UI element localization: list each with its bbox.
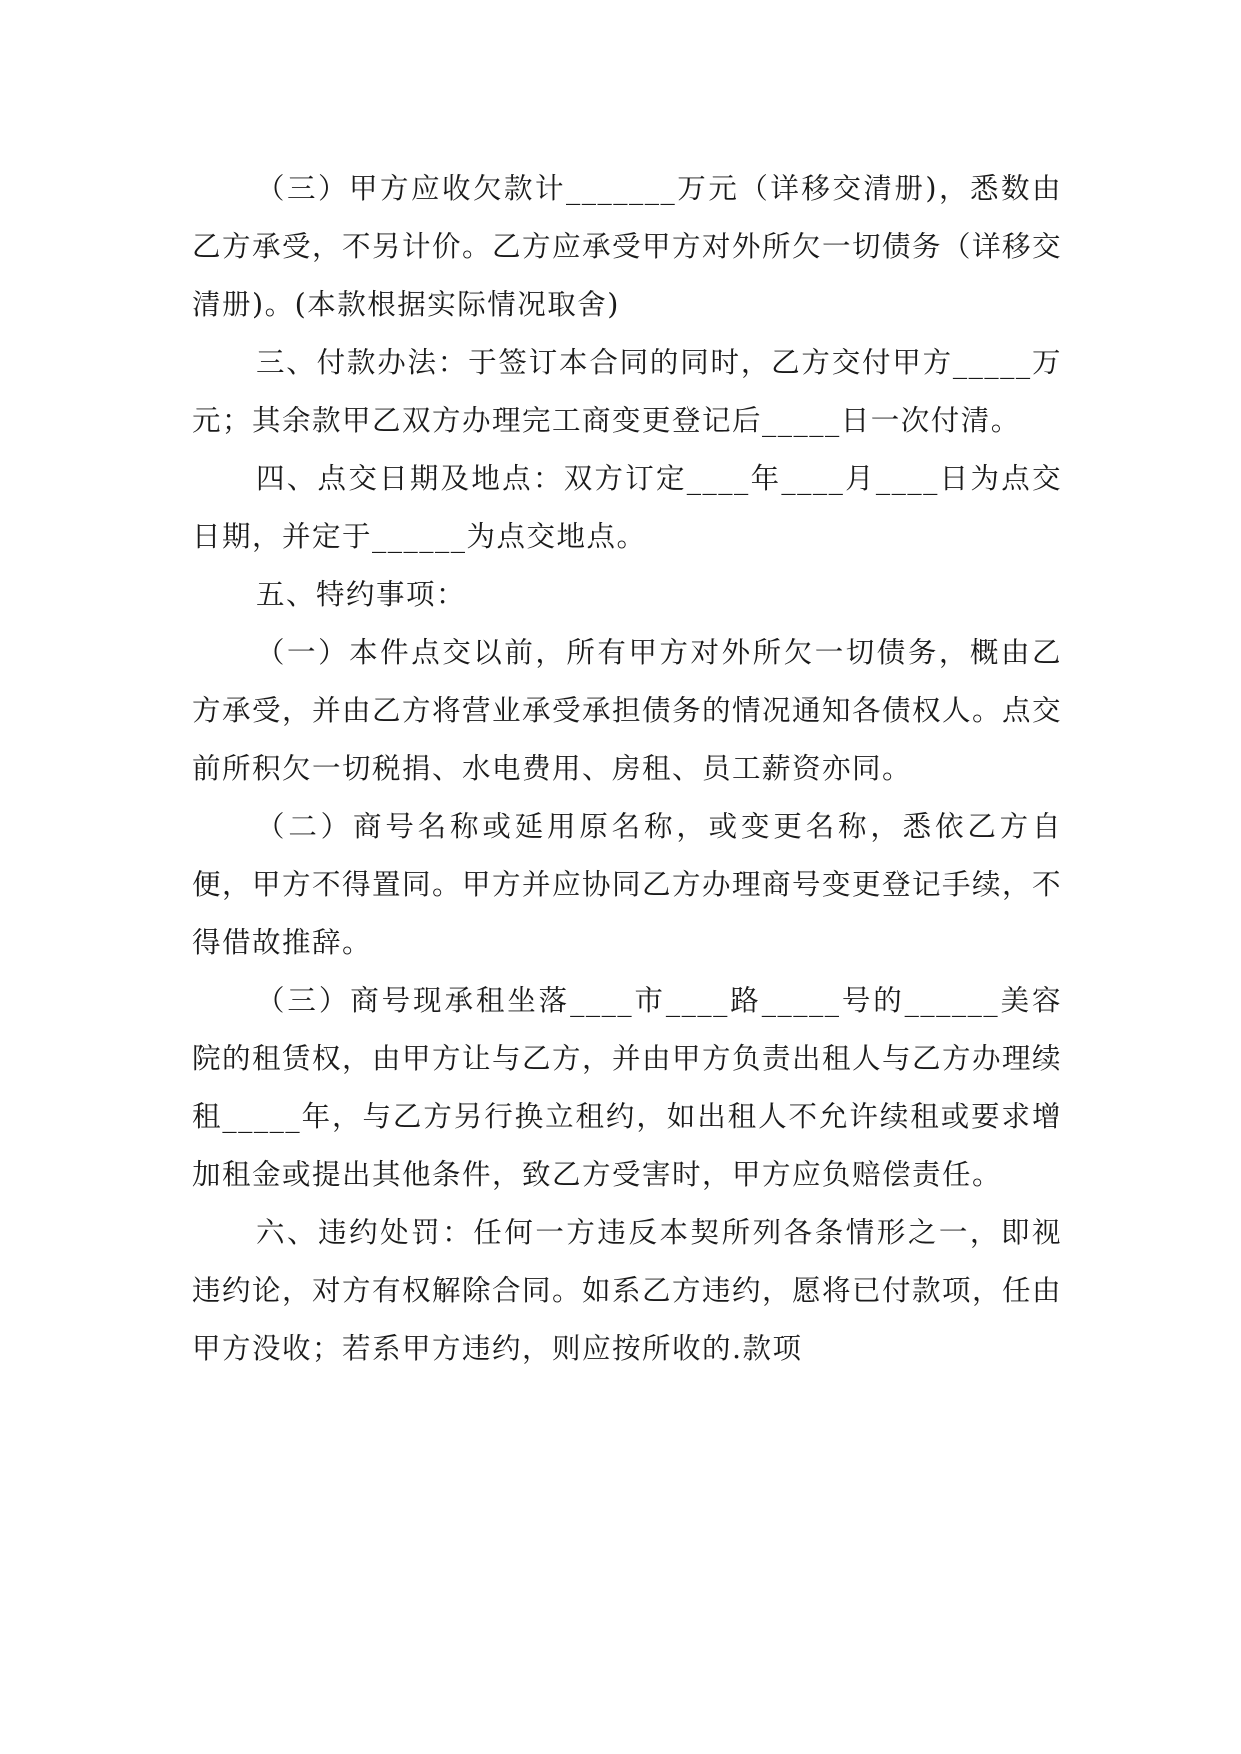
paragraph-special-term-1: （一）本件点交以前，所有甲方对外所欠一切债务，概由乙方承受，并由乙方将营业承受承担债务的情况通知各债权人。点交前所积欠一切税捐、水电费用、房租、员工薪资亦同。 — [192, 636, 1063, 785]
paragraph-payment-method: 三、付款办法：于签订本合同的同时，乙方交付甲方_____万元；其余款甲乙双方办理完工商变更登记后_____日一次付清。 — [192, 346, 1062, 437]
paragraph-special-term-3: （三）商号现承租坐落____市____路_____号的______美容院的租赁权，由甲方让与乙方，并由甲方负责出租人与乙方办理续租_____年，与乙方另行换立租约，如出租人不允许续租或要求增加租金或提出其他条件，致乙方受害时，甲方应负赔偿责任。 — [192, 984, 1063, 1191]
document-body — [192, 160, 1062, 1378]
paragraph-breach-penalty: 六、违约处罚：任何一方违反本契所列各条情形之一，即视违约论，对方有权解除合同。如系乙方违约，愿将已付款项，任由甲方没收；若系甲方违约，则应按所收的.款项 — [192, 1216, 1063, 1365]
paragraph-special-term-2: （二）商号名称或延用原名称，或变更名称，悉依乙方自便，甲方不得置同。甲方并应协同乙方办理商号变更登记手续，不得借故推辞。 — [192, 810, 1063, 959]
paragraph-handover-date: 四、点交日期及地点：双方订定____年____月____日为点交日期，并定于______为点交地点。 — [192, 462, 1062, 553]
paragraph-receivables: （三）甲方应收欠款计_______万元（详移交清册)，悉数由乙方承受，不另计价。乙方应承受甲方对外所欠一切债务（详移交清册)。(本款根据实际情况取舍) — [192, 172, 1063, 321]
paragraph-special-terms-heading: 五、特约事项： — [256, 578, 467, 611]
